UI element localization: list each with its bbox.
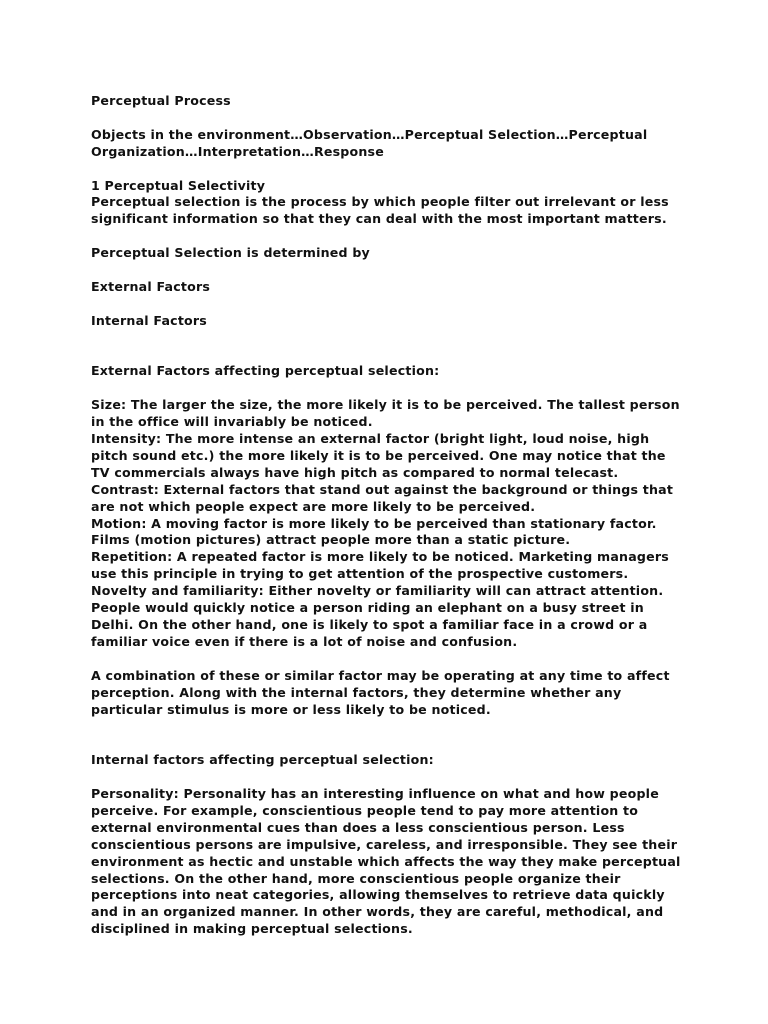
determined-by-line: Perceptual Selection is determined by: [91, 245, 370, 261]
external-factors-heading: External Factors affecting perceptual selection:: [91, 363, 440, 379]
internal-factors-line: Internal Factors: [91, 312, 207, 328]
internal-factors-heading: Internal factors affecting perceptual selection:: [91, 752, 434, 768]
section-heading: 1 Perceptual Selectivity: [91, 177, 266, 193]
document-title: Perceptual Process: [91, 93, 231, 108]
document-body: [91, 93, 681, 938]
external-item-intensity: Intensity: The more intense an external factor (bright light, loud noise, high pitch sound etc.) the more likely it is to be perceived. One may notice that the TV commercials always have high pitch as compared to normal telecast.: [91, 431, 666, 480]
external-item-repetition: Repetition: A repeated factor is more likely to be noticed. Marketing managers use this principle in trying to get attention of the prospective customers.: [91, 549, 669, 582]
external-item-motion: Motion: A moving factor is more likely to be perceived than stationary factor. Films (motion pictures) attract people more than a static picture.: [91, 515, 657, 548]
external-factors-line: External Factors: [91, 278, 211, 294]
external-item-novelty: Novelty and familiarity: Either novelty or familiarity will can attract attention. People would quickly notice a person riding an elephant on a busy street in Delhi. On the other hand, one is likely to spot a familiar face in a crowd or a familiar voice even if there is a lot of noise and confusion.: [91, 583, 664, 649]
personality-paragraph: Personality: Personality has an interesting influence on what and how people perceive. For example, conscientious people tend to pay more attention to external environmental cues than does a less conscientious person. Less conscientious persons are impulsive, careless, and irresponsible. They see their environment as hectic and unstable which affects the way they make perceptual selections. On the other hand, more conscientious people organize their perceptions into neat categories, allowing themselves to retrieve data quickly and in an organized manner. In other words, they are careful, methodical, and disciplined in making perceptual selections.: [91, 786, 681, 937]
external-item-contrast: Contrast: External factors that stand out against the background or things that are not which people expect are more likely to be perceived.: [91, 481, 674, 514]
external-item-size: Size: The larger the size, the more likely it is to be perceived. The tallest person in the office will invariably be noticed.: [91, 397, 680, 430]
combination-paragraph: A combination of these or similar factor may be operating at any time to affect perception. Along with the internal factors, they determine whether any particular stimulus is more or less likely to be noticed.: [91, 667, 670, 717]
process-flow-line: Objects in the environment…Observation…Perceptual Selection…Perceptual Organization…Interpretation…Response: [91, 126, 648, 159]
definition-paragraph: Perceptual selection is the process by which people filter out irrelevant or less significant information so that they can deal with the most important matters.: [91, 194, 669, 227]
